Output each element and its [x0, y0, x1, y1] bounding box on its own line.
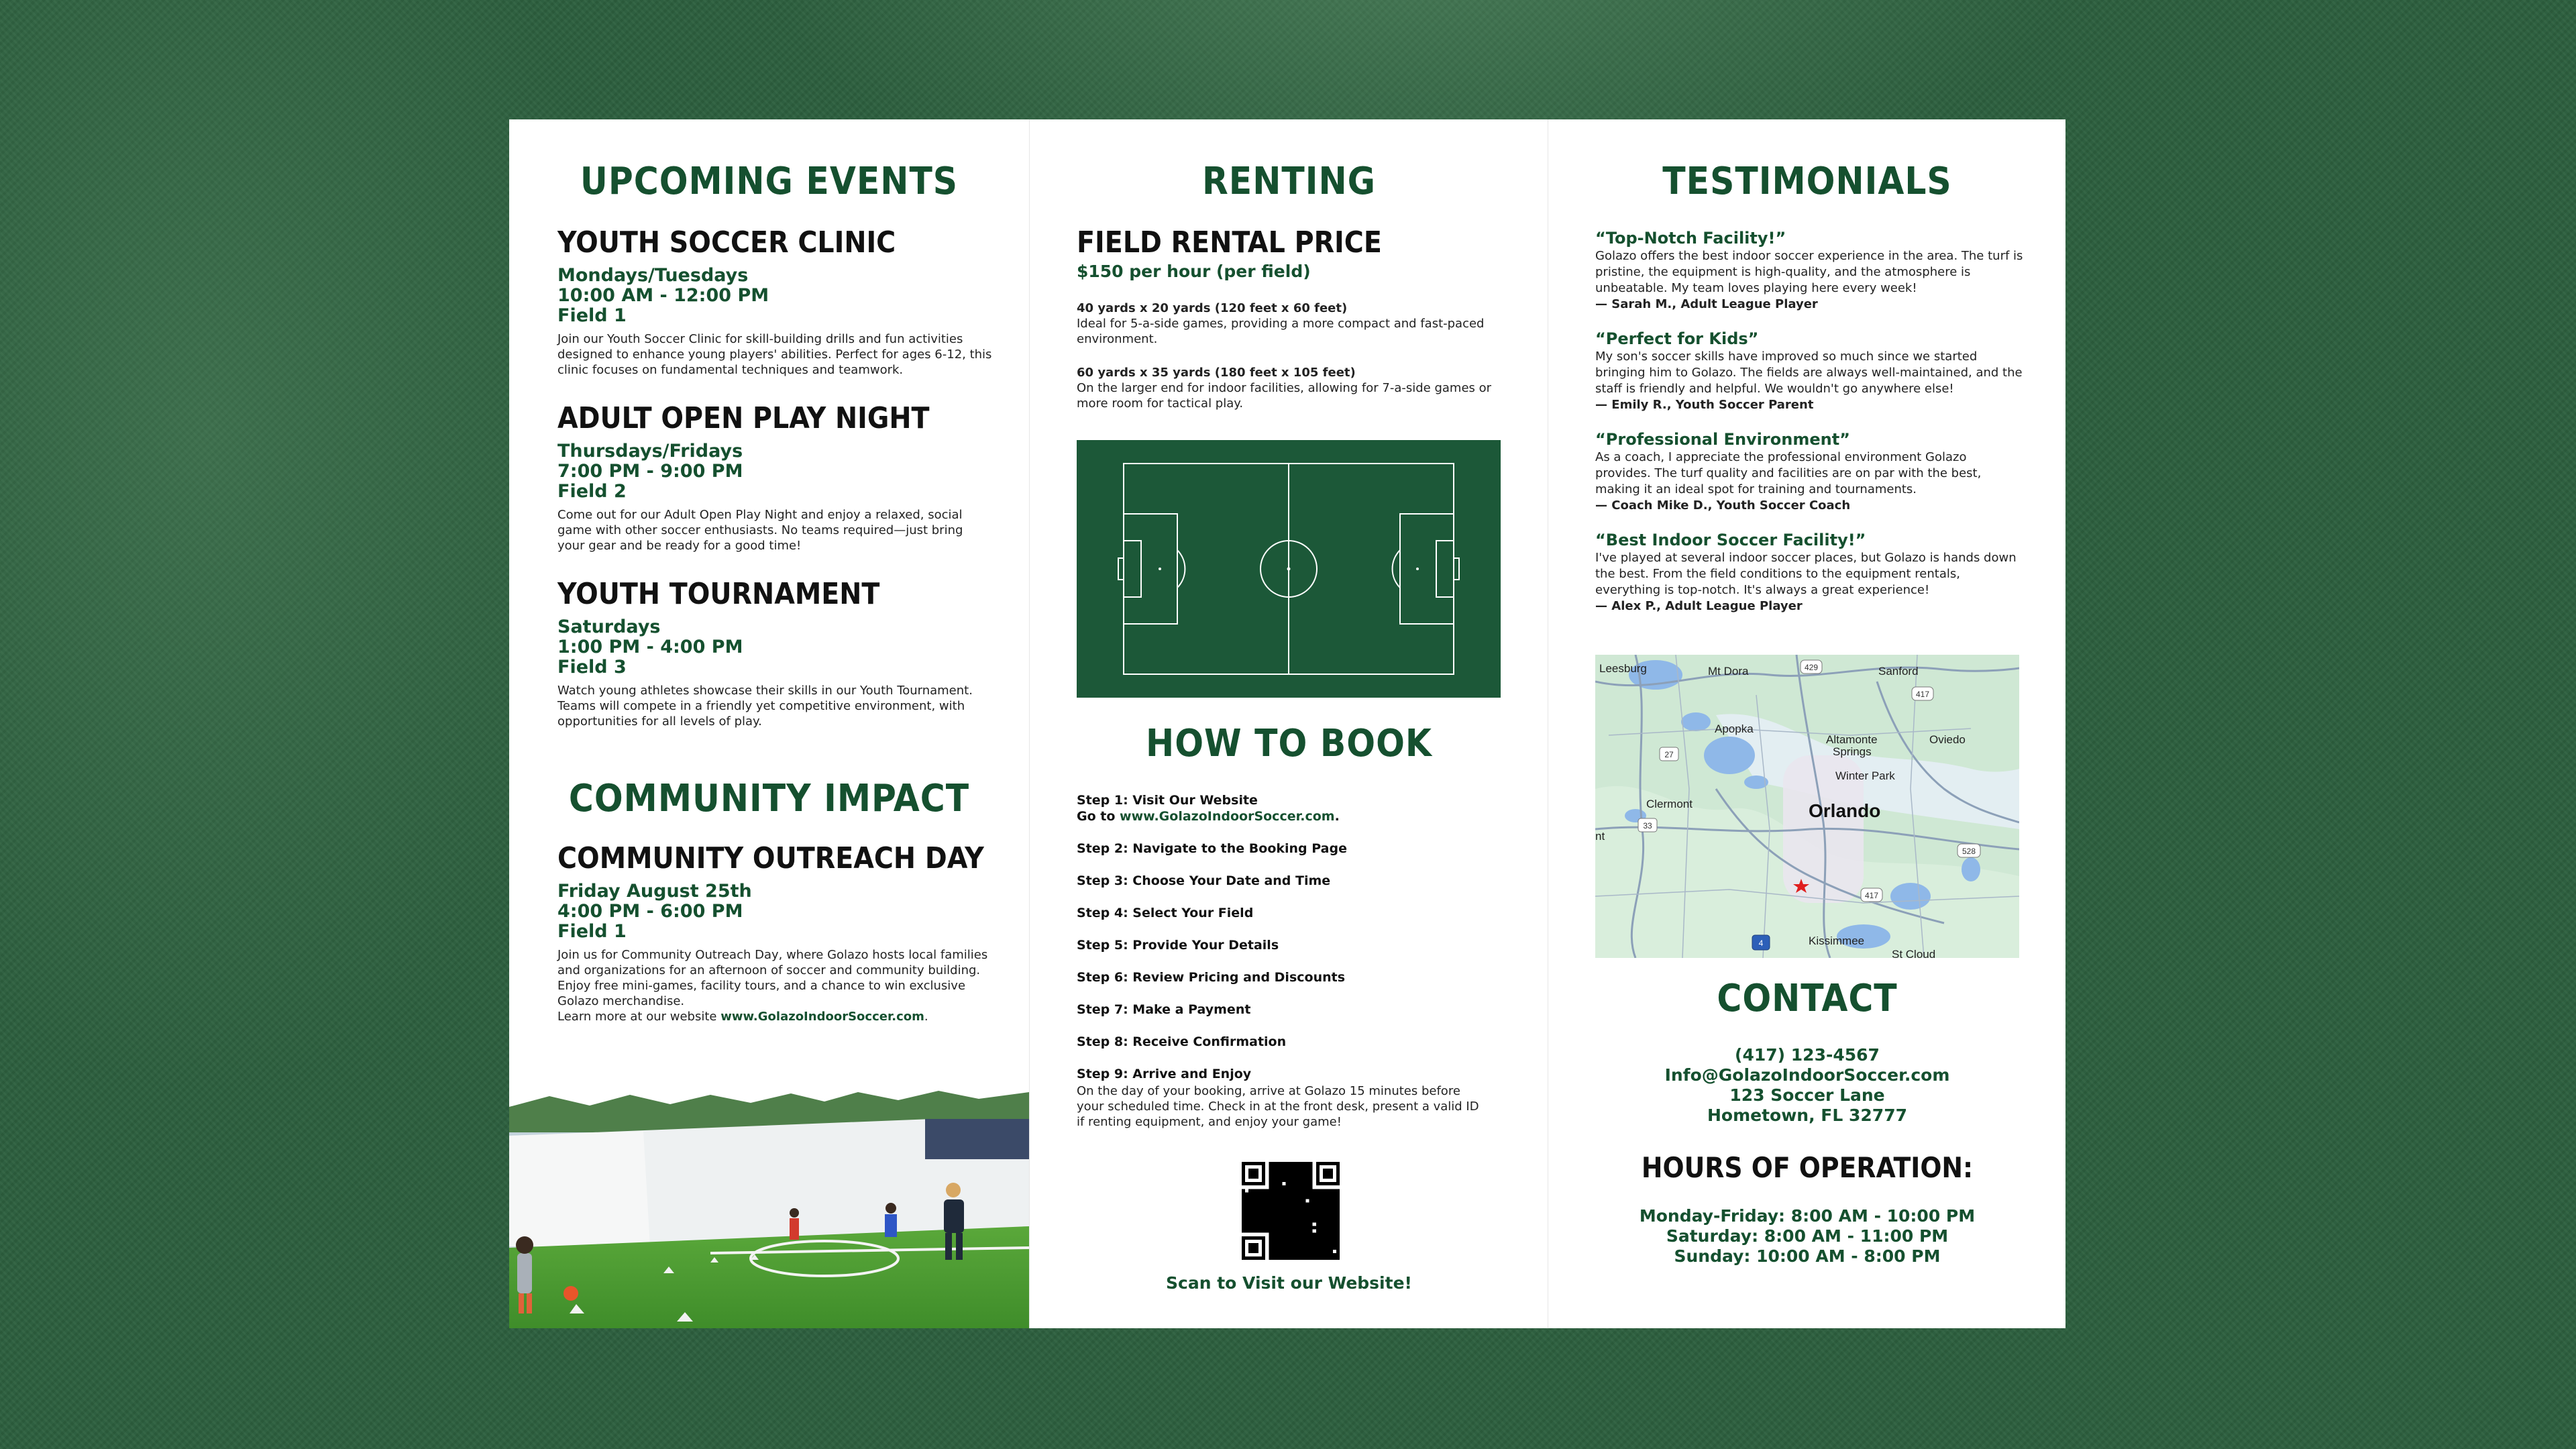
renting-heading: RENTING: [1202, 160, 1376, 203]
hours-heading: HOURS OF OPERATION:: [1641, 1151, 1974, 1184]
map-label-altamonte-text: Altamonte: [1826, 733, 1878, 746]
testimonial-text: Golazo offers the best indoor soccer experience in the area. The turf is pristine, the equipment is high-quality, and the atmosphere is unbeatable. My team loves playing here every week!: [1595, 249, 2023, 295]
booking-website-link[interactable]: www.GolazoIndoorSoccer.com: [1120, 809, 1335, 824]
contact-email[interactable]: Info@GolazoIndoorSoccer.com: [1664, 1065, 1950, 1085]
community-event-description: Join us for Community Outreach Day, where Golazo hosts local families and organizations for an afternoon of soccer and community building. Enjoy free mini-games, facility tours, and a chance to win exclusive Golazo merchandise.: [557, 948, 988, 1008]
testimonials-heading: TESTIMONIALS: [1662, 160, 1952, 203]
event-time: 10:00 AM - 12:00 PM: [557, 285, 769, 306]
map-label-altamonte-text-2: Springs: [1833, 745, 1872, 758]
event-field: Field 2: [557, 481, 627, 502]
testimonial-title: “Perfect for Kids”: [1595, 329, 1759, 348]
booking-step-9: Step 9: Arrive and Enjoy: [1077, 1067, 1252, 1081]
map-shield-4: 4: [1758, 938, 1764, 948]
brochure: [509, 119, 2065, 1328]
rental-option-description: Ideal for 5-a-side games, providing a more compact and fast-paced environment.: [1077, 317, 1485, 346]
booking-step-3: Step 3: Choose Your Date and Time: [1077, 873, 1331, 888]
map-label-st-cloud: St Cloud: [1892, 948, 1936, 958]
event-field: Field 1: [557, 305, 627, 326]
website-link[interactable]: www.GolazoIndoorSoccer.com: [720, 1010, 924, 1024]
location-map[interactable]: [1595, 655, 2019, 958]
booking-step-4: Step 4: Select Your Field: [1077, 906, 1254, 920]
qr-code-icon[interactable]: [1242, 1162, 1340, 1260]
map-shield-429: 429: [1804, 663, 1819, 672]
testimonial-title: “Best Indoor Soccer Facility!”: [1595, 531, 1866, 549]
community-impact-heading: COMMUNITY IMPACT: [568, 777, 970, 820]
hours-saturday: Saturday: 8:00 AM - 11:00 PM: [1666, 1226, 1949, 1246]
map-shield-417: 417: [1915, 690, 1930, 699]
step-suffix: .: [1334, 809, 1340, 824]
rental-option-size: 40 yards x 20 yards (120 feet x 60 feet): [1077, 301, 1348, 315]
qr-caption: Scan to Visit our Website!: [1166, 1273, 1412, 1293]
map-label-kissimmee: Kissimmee: [1809, 934, 1865, 947]
event-time: 7:00 PM - 9:00 PM: [557, 461, 743, 482]
hours-weekday: Monday-Friday: 8:00 AM - 10:00 PM: [1639, 1206, 1976, 1226]
contact-address-line-1: 123 Soccer Lane: [1729, 1085, 1885, 1105]
booking-step-8: Step 8: Receive Confirmation: [1077, 1034, 1287, 1049]
how-to-book-heading: HOW TO BOOK: [1146, 722, 1432, 765]
rental-option-description: On the larger end for indoor facilities, allowing for 7-a-side games or more room for tactical play.: [1077, 381, 1492, 411]
event-description: Watch young athletes showcase their skills in our Youth Tournament. Teams will compete in a friendly yet competitive environment, with opportunities for all levels of play.: [557, 684, 973, 729]
upcoming-events-heading: UPCOMING EVENTS: [580, 160, 959, 203]
rental-price: $150 per hour (per field): [1077, 262, 1311, 281]
map-label-mt-dora: Mt Dora: [1708, 665, 1749, 678]
map-shield-528: 528: [1962, 847, 1976, 856]
community-event-field: Field 1: [557, 921, 627, 942]
booking-step-9-description: On the day of your booking, arrive at Golazo 15 minutes before your scheduled time. Check in at the front desk, present a valid ID if renting equipment, and enjoy your game!: [1077, 1084, 1479, 1129]
booking-step-6: Step 6: Review Pricing and Discounts: [1077, 970, 1346, 985]
community-event-time: 4:00 PM - 6:00 PM: [557, 901, 743, 922]
testimonial-author: — Emily R., Youth Soccer Parent: [1595, 398, 1814, 412]
event-title: YOUTH SOCCER CLINIC: [557, 225, 896, 260]
panel-events: [509, 119, 1029, 1328]
event-description: Come out for our Adult Open Play Night and enjoy a relaxed, social game with other soccer enthusiasts. No teams required—just bring your gear and be ready for a good time!: [557, 508, 963, 553]
contact-phone[interactable]: (417) 123-4567: [1735, 1045, 1880, 1065]
panel-testimonials: [1548, 119, 2066, 1328]
testimonial-title: “Top-Notch Facility!”: [1595, 229, 1786, 248]
map-label-oviedo: Oviedo: [1929, 733, 1966, 746]
testimonial-author: — Sarah M., Adult League Player: [1595, 297, 1818, 311]
booking-step-1-detail: [1077, 808, 1340, 824]
panel-renting: [1029, 119, 1548, 1328]
event-days: Mondays/Tuesdays: [557, 265, 749, 286]
community-event-date: Friday August 25th: [557, 881, 752, 902]
map-label-altamonte: [1826, 733, 1878, 758]
map-label-leesburg: Leesburg: [1599, 662, 1647, 675]
testimonial-text: I've played at several indoor soccer places, but Golazo is hands down the best. From the field conditions to the equipment rentals, everything is top-notch. It's always a great experience!: [1595, 551, 2017, 597]
rental-price-title: FIELD RENTAL PRICE: [1077, 225, 1382, 260]
map-label-sanford: Sanford: [1878, 665, 1919, 678]
learn-more-suffix: .: [924, 1010, 928, 1024]
map-label-apopka: Apopka: [1715, 722, 1754, 735]
step-text: Go to: [1077, 809, 1120, 824]
event-days: Saturdays: [557, 616, 661, 637]
event-days: Thursdays/Fridays: [557, 441, 743, 462]
contact-heading: CONTACT: [1717, 977, 1898, 1020]
testimonial-text: As a coach, I appreciate the professional environment Golazo provides. The turf quality and facilities are on par with the best, making it an ideal spot for training and tournaments.: [1595, 450, 1982, 496]
community-learn-more: [557, 1009, 994, 1024]
map-shield-27: 27: [1664, 750, 1674, 759]
rental-option-size: 60 yards x 35 yards (180 feet x 105 feet): [1077, 366, 1356, 380]
booking-step-1: Step 1: Visit Our Website: [1077, 793, 1258, 808]
map-shield-417-south: 417: [1864, 891, 1879, 900]
event-description: Join our Youth Soccer Clinic for skill-building drills and fun activities designed to enhance young players' abilities. Perfect for ages 6-12, this clinic focuses on fundamental techniques and teamwork.: [557, 332, 992, 377]
hours-sunday: Sunday: 10:00 AM - 8:00 PM: [1674, 1246, 1941, 1266]
indoor-soccer-photo: [509, 1072, 1029, 1328]
testimonial-title: “Professional Environment”: [1595, 430, 1850, 449]
booking-step-2: Step 2: Navigate to the Booking Page: [1077, 841, 1347, 856]
booking-step-5: Step 5: Provide Your Details: [1077, 938, 1279, 953]
learn-more-text: Learn more at our website: [557, 1010, 721, 1024]
map-label-orlando: Orlando: [1809, 800, 1881, 821]
contact-address-line-2: Hometown, FL 32777: [1707, 1106, 1907, 1125]
event-field: Field 3: [557, 657, 627, 678]
event-time: 1:00 PM - 4:00 PM: [557, 637, 743, 657]
testimonial-author: — Alex P., Adult League Player: [1595, 599, 1803, 613]
event-title: YOUTH TOURNAMENT: [557, 577, 880, 611]
booking-step-7: Step 7: Make a Payment: [1077, 1002, 1251, 1017]
map-label-nt: nt: [1595, 830, 1605, 843]
soccer-field-diagram: [1077, 440, 1501, 698]
map-label-clermont: Clermont: [1646, 798, 1693, 810]
testimonial-text: My son's soccer skills have improved so much since we started bringing him to Golazo. The fields are always well-maintained, and the staff is friendly and helpful. We wouldn't go anywhere else!: [1595, 350, 2023, 396]
community-event-title: COMMUNITY OUTREACH DAY: [557, 841, 984, 875]
map-label-winter-park: Winter Park: [1835, 769, 1895, 782]
testimonial-author: — Coach Mike D., Youth Soccer Coach: [1595, 498, 1851, 513]
event-title: ADULT OPEN PLAY NIGHT: [557, 401, 930, 435]
map-shield-33: 33: [1643, 821, 1652, 830]
